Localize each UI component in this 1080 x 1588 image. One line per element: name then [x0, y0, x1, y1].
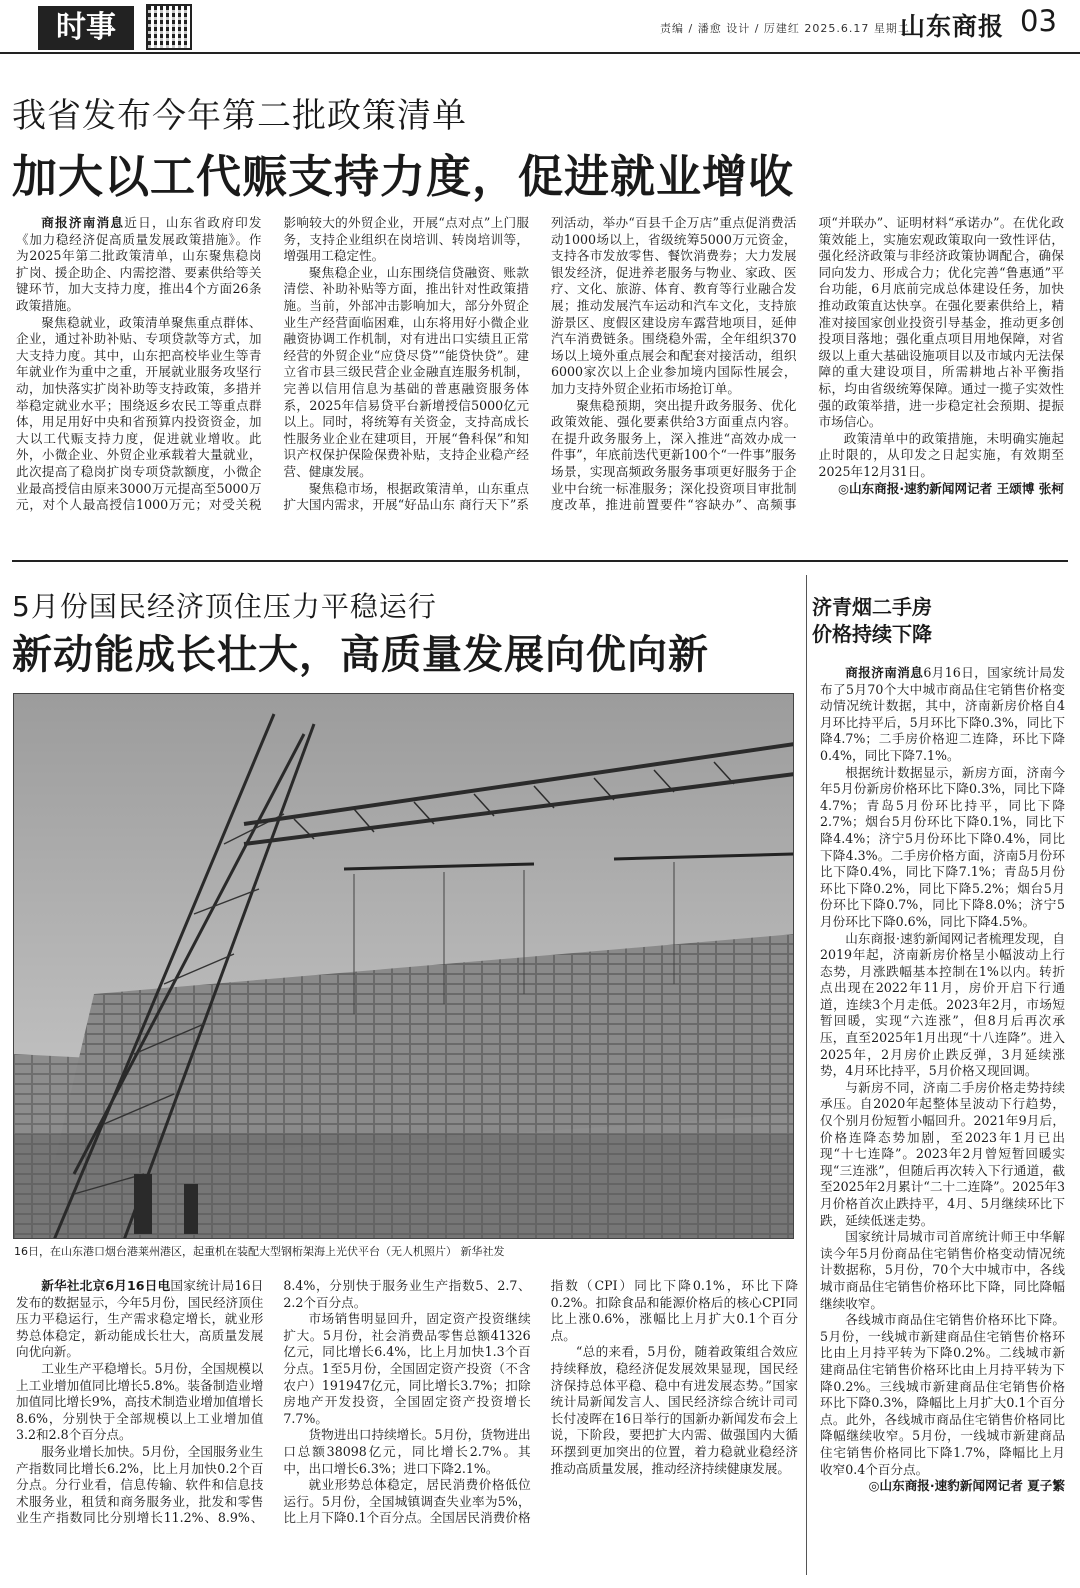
article3-paragraph: 6月16日，国家统计局发布了5月70个大中城市商品住宅销售价格变动情况统计数据，其中，济南新房价格自4月环比持平后，5月环比下降0.3%，同比下降4.7%；二手房价格迎二连降，环比下降0.4%，同比下降7.1%。: [820, 665, 1065, 763]
article3-dateline: 商报济南消息: [845, 665, 924, 680]
newspaper-brand: 山东商报: [900, 12, 1005, 41]
article2-paragraph: “总的来看，5月份，随着政策组合效应持续释放，稳经济促发展效果显现，国民经济保持总体平稳、稳中有进发展态势。”国家统计局新闻发言人、国民经济综合统计司司长付凌晖在16日举行的国新办新闻发布会上说，下阶段，要把扩大内需、做强国内大循环摆到更加突出的位置，着力稳就业稳经济推动高质量发展，推动经济持续健康发展。: [550, 1344, 798, 1476]
article3-title-line1: 济青烟二手房: [812, 595, 932, 619]
masthead: [0, 0, 1080, 54]
article3-body: [820, 665, 1065, 1580]
article3-paragraph: 山东商报·速豹新闻网记者梳理发现，自2019年起，济南新房价格呈小幅波动上行态势，月涨跌幅基本控制在1%以内。转折点出现在2022年11月，房价开启下行通道，连续3个月走低。2023年2月，市场短暂回暖，实现“六连涨”，但8月后再次承压，直至2025年1月出现“十八连降”。进入2025年，2月房价止跌反弹，3月延续涨势，4月环比持平，5月价格又现回调。: [820, 930, 1065, 1079]
article1-paragraph: 政策清单中的政策措施，未明确实施起止时限的，从印发之日起实施，有效期至2025年12月31日。: [818, 430, 1064, 479]
page-number: 03: [1020, 4, 1057, 38]
article3-paragraph: 各线城市商品住宅销售价格环比下降。5月份，一线城市新建商品住宅销售价格环比由上月持平转为下降0.2%。二线城市新建商品住宅销售价格环比由上月持平转为下降0.2%。三线城市新建商品住宅销售价格环比下降0.3%，降幅比上月扩大0.1个百分点。此外，各线城市商品住宅销售价格同比降幅继续收窄。5月份，一线城市新建商品住宅销售价格同比下降1.7%，降幅比上月收窄0.4个百分点。: [820, 1312, 1065, 1477]
article2-dateline: 新华社北京6月16日电: [41, 1278, 171, 1293]
article1-paragraph: 聚焦稳就业，政策清单聚焦重点群体、企业，通过补助补贴、专项贷款等方式，加大支持力度。其中，山东把高校毕业生等青年就业作为重中之重，开展就业服务攻坚行动，加快落实扩岗补助等支持政策，多措并举稳定就业水平；围绕返乡农民工等重点群体，用足用好中央和省预算内投资资金，加大以工代赈支持力度，促进就业增收。此外，小微企业、外贸企业承载着大量就业，此次提高了稳岗扩岗专项贷款额度，小微企业最高授信由原来3000万元提高至5000万元，对个人最高授信1000万元；对受关税影响较大的外贸企业，开展“点对点”上门服务，支持企业组织在岗培训、转岗培训等，增强用工稳定性。: [16, 215, 529, 513]
news-photo: [13, 693, 794, 1239]
article1-body: [16, 215, 1064, 545]
article2-paragraph: 工业生产平稳增长。5月份，全国规模以上工业增加值同比增长5.8%。装备制造业增加值同比增长9%，高技术制造业增加值增长8.6%，分别快于全部规模以上工业增加值3.2和2.8个百分点。: [16, 1360, 264, 1443]
article2-paragraph: 货物进出口持续增长。5月份，货物进出口总额38098亿元，同比增长2.7%。其中，出口增长6.3%；进口下降2.1%。: [283, 1427, 531, 1476]
article3-credit: ◎山东商报·速豹新闻网记者 夏子繁: [868, 1478, 1065, 1494]
column-divider: [806, 575, 807, 1575]
article1-paragraph: 聚焦稳企业，山东围绕信贷融资、账款清偿、补助补贴等方面，推出针对性政策措施。当前，外部冲击影响加大，部分外贸企业生产经营面临困难，山东将用好小微企业融资协调工作机制，对有进出口实绩且正常经营的外贸企业“应贷尽贷”“能贷快贷”。建立省市县三级民营企业金融直连服务机制，完善以信用信息为基础的普惠融资服务体系，2025年信易贷平台新增授信5000亿元以上。同时，将统筹有关资金，支持高成长性服务业企业在建项目，开展“鲁科保”和知识产权保护保险保费补贴，支持企业稳产经营、健康发展。: [283, 264, 529, 479]
article1-paragraph: 近日，山东省政府印发《加力稳经济促高质量发展政策措施》。作为2025年第二批政策清单，山东聚焦稳岗扩岗、援企助企、内需挖潜、要素供给等关键环节，加大支持力度，推出4个方面26条政策措施。: [16, 215, 262, 313]
article1-title: 加大以工代赈支持力度，促进就业增收: [12, 150, 795, 203]
article2-paragraph: 就业形势总体稳定，居民消费价格低位运行。5月份，全国城镇调查失业率为5%，比上月下降0.1个百分点。全国居民消费价格指数（CPI）同比下降0.1%，环比下降0.2%。扣除食品和能源价格后的核心CPI同比上涨0.6%，涨幅比上月扩大0.1个百分点。: [283, 1278, 798, 1526]
photo-caption: 16日，在山东港口烟台港莱州港区，起重机在装配大型钢桁架海上光伏平台（无人机照片） 新华社发: [14, 1245, 505, 1258]
article3-title-line2: 价格持续下降: [812, 622, 932, 646]
article1-dateline: 商报济南消息: [41, 215, 125, 230]
qr-code-icon: [146, 4, 192, 50]
article2-paragraph: 市场销售明显回升，固定资产投资继续扩大。5月份，社会消费品零售总额41326亿元，同比增长6.4%，比上月加快1.3个百分点。1至5月份，全国固定资产投资（不含农户）191947亿元，同比增长3.7%；扣除房地产开发投资，全国固定资产投资增长7.7%。: [283, 1311, 531, 1426]
article1-credit: ◎山东商报·速豹新闻网记者 王颂博 张柯: [837, 480, 1064, 496]
article2-subtitle: 5月份国民经济顶住压力平稳运行: [12, 590, 437, 623]
article3-paragraph: 国家统计局城市司首席统计师王中华解读今年5月份商品住宅销售价格变动情况统计数据称，5月份，70个大中城市中，各线城市商品住宅销售价格环比下降，同比降幅继续收窄。: [820, 1229, 1065, 1311]
article2-title: 新动能成长壮大，高质量发展向优向新: [12, 632, 709, 678]
article2-body: [16, 1278, 798, 1578]
divider: [12, 560, 1068, 562]
article1-paragraph: 聚焦稳预期，突出提升政务服务、优化政策效能、强化要素供给3方面重点内容。在提升政务服务上，深入推进“高效办成一件事”，年底前迭代更新100个“一件事”服务场景，实现高频政务服务事项更好服务于企业中台统一标准服务；深化投资项目审批制度改革，推进前置要件“容缺办”、高频事项“并联办”、证明材料“承诺办”。在优化政策效能上，实施宏观政策取向一致性评估，强化经济政策与非经济政策协调配合，确保同向发力、形成合力；优化完善“鲁惠通”平台功能，6月底前完成总体建设任务，加快推动政策直达快享。在强化要素供给上，精准对接国家创业投资引导基金，推动更多创投项目落地；强化重点项目用地保障，对省级以上重大基础设施项目以及市域内无法保障的重大建设项目，所需耕地占补平衡指标，均由省级统筹保障。通过一揽子实效性强的政策举措，进一步稳定社会预期、提振市场信心。: [551, 215, 1064, 513]
article3-paragraph: 与新房不同，济南二手房价格走势持续承压。自2020年起整体呈波动下行趋势，仅个别月份短暂小幅回升。2021年9月后，价格连降态势加剧，至2023年1月已出现“十七连降”。2023年2月曾短暂回暖实现“三连涨”，但随后再次转入下行通道，截至2025年2月累计“二十二连降”。2025年3月价格首次止跌持平，4月、5月继续环比下跌，延续低迷走势。: [820, 1079, 1065, 1228]
article1-paragraph: 聚焦稳市场，根据政策清单，山东重点扩大国内需求，开展“好品山东 商行天下”系列活动，举办“百县千企万店”重点促消费活动1000场以上，省级统筹5000万元资金，支持各市发放零售、餐饮消费券；大力发展银发经济，促进养老服务与物业、家政、医疗、文化、旅游、体育、教育等行业融合发展；推动发展汽车运动和汽车文化，支持旅游景区、度假区建设房车露营地项目，延伸汽车消费链条。围绕稳外需，全年组织370场以上境外重点展会和配套对接活动，组织6000家次以上企业参加境内国际性展会，加力支持外贸企业拓市场抢订单。: [283, 215, 797, 513]
crane-photo-illustration: [14, 694, 794, 1239]
article3-paragraph: 根据统计数据显示，新房方面，济南今年5月份新房价格环比下降0.3%，同比下降4.7%；青岛5月份环比持平，同比下降2.7%；烟台5月份环比下降0.1%，同比下降4.4%；济宁5月份环比下降0.4%，同比下降4.3%。二手房价格方面，济南5月份环比下降0.4%，同比下降7.1%；青岛5月份环比下降0.2%，同比下降5.2%；烟台5月份环比下降0.7%，同比下降8.0%；济宁5月份环比下降0.6%，同比下降4.5%。: [820, 764, 1065, 929]
article2-paragraph: 国家统计局16日发布的数据显示，今年5月份，国民经济顶住压力平稳运行，生产需求稳定增长，就业形势总体稳定，新动能成长壮大，高质量发展向优向新。: [16, 1278, 264, 1360]
section-label: 时事: [38, 6, 134, 50]
article2-paragraph: 服务业增长加快。5月份，全国服务业生产指数同比增长6.2%，比上月加快0.2个百分点。分行业看，信息传输、软件和信息技术服务业，租赁和商务服务业，批发和零售业生产指数同比分别增长11.2%、8.9%、8.4%，分别快于服务业生产指数5、2.7、2.2个百分点。: [16, 1278, 531, 1526]
article1-subtitle: 我省发布今年第二批政策清单: [12, 96, 467, 136]
issue-meta: 责编 / 潘愈 设计 / 厉建红 2025.6.17 星期二: [660, 22, 910, 35]
